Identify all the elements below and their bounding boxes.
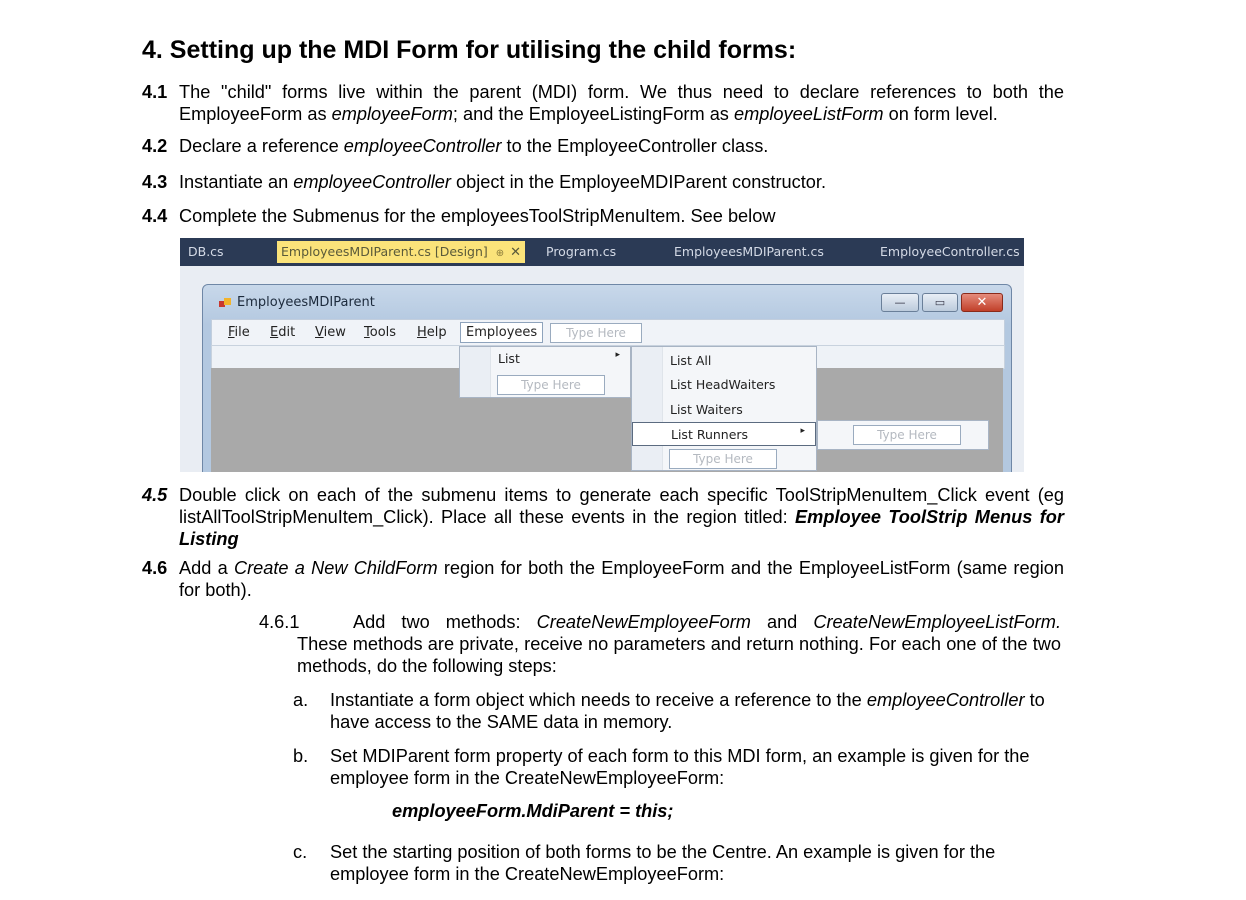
text-run: region for both the EmployeeForm and the EmployeeListForm (same region for both). xyxy=(179,558,1064,600)
italic-term: employeeForm xyxy=(331,104,453,124)
text-run: Add two methods: xyxy=(353,612,537,632)
paragraph-4-4 xyxy=(142,205,1064,227)
paragraph-4-3 xyxy=(142,171,1064,193)
italic-term: employeeController xyxy=(343,136,502,156)
menu-employees[interactable]: Employees xyxy=(460,322,543,343)
subparagraph-number: 4.6.1 xyxy=(259,612,300,632)
paragraph-number: 4.6 xyxy=(142,558,168,578)
step-letter: c. xyxy=(293,842,308,862)
text-run: Declare a reference xyxy=(179,136,344,156)
bold-italic-term: Employee ToolStrip Menus for Listing xyxy=(179,507,1064,549)
type-here-runners[interactable]: Type Here xyxy=(853,425,961,445)
subparagraph-4-6-1 xyxy=(259,611,1061,677)
type-here-menubar[interactable]: Type Here xyxy=(550,323,642,343)
employees-dropdown xyxy=(459,346,631,398)
italic-term: Create a New ChildForm xyxy=(233,558,438,578)
text-run: on form level. xyxy=(883,104,998,124)
minimize-button[interactable]: — xyxy=(881,293,919,312)
menu-view[interactable]: View xyxy=(315,325,346,340)
text-run: Add a xyxy=(179,558,234,578)
paragraph-4-2 xyxy=(142,135,1064,157)
text-run: Double click on each of the submenu items to generate each specific ToolStripMenuItem_Click event (eg listAllToolStripMenuItem_Click). Place all these events in the region titled: xyxy=(179,485,1064,527)
submenu-arrow-icon: ▸ xyxy=(615,350,620,360)
tab-mdiparent-design[interactable] xyxy=(277,241,525,263)
paragraph-number: 4.5 xyxy=(142,485,168,505)
text-run: These methods are private, receive no parameters and return nothing. For each one of the two methods, do the following steps: xyxy=(297,634,1061,676)
designer-surface xyxy=(180,266,1024,472)
section-heading: 4. Setting up the MDI Form for utilising the child forms: xyxy=(142,36,797,64)
menu-item-list[interactable]: List ▸ xyxy=(498,350,620,366)
italic-term: employeeController xyxy=(293,172,451,192)
runners-submenu xyxy=(817,420,989,450)
close-icon[interactable]: ✕ xyxy=(510,245,522,260)
paragraph-4-5 xyxy=(142,484,1064,550)
paragraph-text xyxy=(179,135,1064,157)
menu-edit[interactable]: Edit xyxy=(270,325,296,340)
text-run: Instantiate a form object which needs to receive a reference to the xyxy=(330,690,867,710)
step-text xyxy=(330,689,1061,733)
step-letter: b. xyxy=(293,746,309,766)
paragraph-text xyxy=(179,557,1064,601)
paragraph-number: 4.1 xyxy=(142,82,168,102)
type-here-employees[interactable]: Type Here xyxy=(497,375,605,395)
menu-strip xyxy=(211,319,1005,347)
window-controls xyxy=(881,293,1003,313)
paragraph-text xyxy=(179,171,1064,193)
step-text: Set the starting position of both forms to be the Centre. An example is given for the employee form in the CreateNewEmployeeForm: xyxy=(330,842,996,884)
pin-icon[interactable]: ⊕ xyxy=(495,248,505,259)
tab-employeecontroller-cs[interactable]: EmployeeController.cs xyxy=(880,244,1020,259)
step-a xyxy=(293,689,1061,733)
paragraph-number: 4.4 xyxy=(142,206,168,226)
text-run: Instantiate an xyxy=(179,172,294,192)
menu-tools[interactable]: Tools xyxy=(364,325,397,340)
paragraph-number: 4.3 xyxy=(142,172,168,192)
form-icon xyxy=(219,298,231,309)
list-submenu xyxy=(631,346,817,471)
italic-term: employeeController xyxy=(866,690,1025,710)
code-example: employeeForm.MdiParent = this; xyxy=(392,801,674,821)
window-title: EmployeesMDIParent xyxy=(237,295,375,310)
step-letter: a. xyxy=(293,690,309,710)
menu-item-list-all[interactable]: List All xyxy=(670,353,712,368)
paragraph-4-1 xyxy=(142,81,1064,125)
tab-label: EmployeesMDIParent.cs [Design] xyxy=(281,244,488,259)
tab-program-cs[interactable]: Program.cs xyxy=(546,244,617,259)
text-run: The "child" forms live within the parent (MDI) form. We thus need to declare references to both the EmployeeForm as xyxy=(179,82,1064,124)
step-c xyxy=(293,841,1061,885)
mdi-parent-window[interactable] xyxy=(202,284,1012,472)
italic-term: employeeListForm xyxy=(733,104,884,124)
maximize-button[interactable]: ▭ xyxy=(922,293,958,312)
paragraph-text xyxy=(179,81,1064,125)
subparagraph-text xyxy=(297,611,1061,677)
type-here-list-submenu[interactable]: Type Here xyxy=(669,449,777,469)
italic-term: CreateNewEmployeeListForm. xyxy=(813,612,1061,632)
tab-mdiparent-cs[interactable]: EmployeesMDIParent.cs xyxy=(674,244,824,259)
close-button[interactable]: ✕ xyxy=(961,293,1003,312)
menu-help[interactable]: Help xyxy=(417,325,447,340)
paragraph-text xyxy=(179,484,1064,550)
step-text: Set MDIParent form property of each form to this MDI form, an example is given for the employee form in the CreateNewEmployeeForm: xyxy=(330,746,1030,788)
menu-item-list-headwaiters[interactable]: List HeadWaiters xyxy=(670,377,776,392)
text-run: to have access to the SAME data in memory. xyxy=(330,690,1045,732)
text-run: object in the EmployeeMDIParent constructor. xyxy=(450,172,827,192)
menu-item-list-runners[interactable]: List Runners ▸ xyxy=(632,422,816,446)
paragraph-text: Complete the Submenus for the employeesToolStripMenuItem. See below xyxy=(179,206,776,226)
paragraph-4-6 xyxy=(142,557,1064,601)
paragraph-number: 4.2 xyxy=(142,136,168,156)
document-tab-bar xyxy=(180,238,1024,266)
menu-file[interactable]: File xyxy=(228,325,250,340)
submenu-arrow-icon: ▸ xyxy=(800,426,805,436)
text-run: ; and the EmployeeListingForm as xyxy=(452,104,734,124)
italic-term: CreateNewEmployeeForm xyxy=(536,612,751,632)
menu-item-list-waiters[interactable]: List Waiters xyxy=(670,402,743,417)
text-run: to the EmployeeController class. xyxy=(501,136,769,156)
text-run: and xyxy=(750,612,814,632)
step-b xyxy=(293,745,1061,789)
tab-db-cs[interactable]: DB.cs xyxy=(188,244,224,259)
designer-screenshot xyxy=(180,238,1024,472)
